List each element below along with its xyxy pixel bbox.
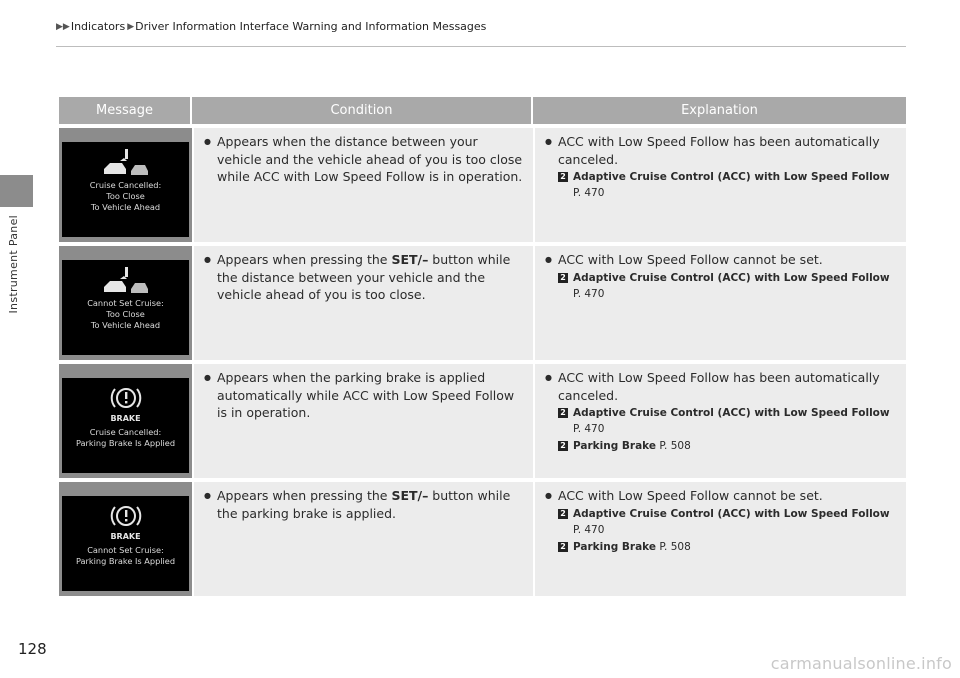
message-display-image	[62, 378, 189, 473]
display-message-text: Cruise Cancelled: Parking Brake Is Applied	[75, 427, 176, 448]
brake-warning-icon	[110, 384, 142, 412]
explanation-text: ACC with Low Speed Follow cannot be set.	[558, 488, 823, 503]
reference-arrow-icon: 2	[558, 273, 568, 283]
reference-page: P. 470	[573, 187, 605, 199]
button-name: SET/–	[391, 488, 429, 503]
reference-arrow-icon: 2	[558, 408, 568, 418]
message-display-image	[62, 142, 189, 237]
bullet-icon: ●	[545, 491, 552, 500]
brake-label: BRAKE	[110, 414, 141, 423]
explanation-bullet	[545, 133, 898, 168]
table-row	[59, 128, 906, 242]
brake-label: BRAKE	[110, 532, 141, 541]
reference-title: Adaptive Cruise Control (ACC) with Low Speed Follow	[573, 171, 890, 183]
reference-text	[573, 438, 691, 454]
reference-title: Adaptive Cruise Control (ACC) with Low Speed Follow	[573, 407, 890, 419]
explanation-text: ACC with Low Speed Follow has been automatically canceled.	[558, 370, 880, 403]
message-display-image	[62, 496, 189, 591]
condition-bullet	[204, 251, 525, 304]
messages-table	[59, 97, 906, 596]
explanation-text: ACC with Low Speed Follow cannot be set.	[558, 252, 823, 267]
header-explanation: Explanation	[681, 103, 758, 118]
reference-title: Adaptive Cruise Control (ACC) with Low Speed Follow	[573, 507, 890, 520]
breadcrumb	[56, 20, 486, 33]
condition-bullet	[204, 369, 525, 422]
condition-text-part: Appears when pressing the	[217, 252, 392, 267]
bullet-icon: ●	[545, 255, 552, 264]
reference-arrow-icon: 2	[558, 441, 568, 451]
condition-cell	[194, 364, 533, 478]
condition-cell	[194, 482, 533, 596]
message-display-image	[62, 260, 189, 355]
reference-page: P. 508	[659, 540, 691, 553]
condition-cell	[194, 128, 533, 242]
message-cell	[59, 364, 192, 478]
condition-text-part: Appears when the distance between your vehicle and the vehicle ahead of you is too close while ACC with Low Speed Follow is in operation.	[217, 134, 523, 184]
chevron-right-icon: ▶	[127, 21, 135, 32]
table-header	[59, 97, 906, 124]
bullet-icon: ●	[204, 373, 211, 382]
condition-text	[217, 487, 525, 522]
explanation-bullet	[545, 251, 898, 269]
message-cell	[59, 128, 192, 242]
condition-text	[217, 251, 525, 304]
explanation-cell	[535, 364, 906, 478]
reference-title: Parking Brake	[573, 440, 656, 452]
reference-title: Parking Brake	[573, 540, 656, 553]
brake-warning-icon	[110, 502, 142, 530]
condition-bullet	[204, 487, 525, 522]
distance-warning-icon	[98, 266, 154, 296]
reference-page: P. 470	[573, 423, 605, 435]
display-message-text: Cannot Set Cruise: Parking Brake Is Applied	[75, 545, 176, 566]
condition-text	[217, 369, 525, 422]
reference-text	[573, 169, 898, 201]
table-body	[59, 128, 906, 596]
condition-cell	[194, 246, 533, 360]
cross-reference-link[interactable]	[558, 169, 898, 201]
breadcrumb-item-messages[interactable]: Driver Information Interface Warning and Information Messages	[135, 20, 487, 33]
side-section-label: Instrument Panel	[7, 215, 20, 314]
message-cell	[59, 246, 192, 360]
bullet-icon: ●	[204, 255, 211, 264]
page-number: 128	[18, 640, 47, 658]
breadcrumb-item-indicators[interactable]: Indicators	[70, 20, 126, 33]
reference-page: P. 470	[573, 523, 605, 536]
cross-reference-link[interactable]	[558, 539, 898, 555]
reference-title: Adaptive Cruise Control (ACC) with Low Speed Follow	[573, 271, 890, 284]
display-message-text: Cruise Cancelled: Too Close To Vehicle Ahead	[89, 180, 162, 212]
cross-reference-link[interactable]	[558, 506, 898, 538]
cross-reference-link[interactable]	[558, 270, 898, 302]
bullet-icon: ●	[204, 491, 211, 500]
button-name: SET/–	[391, 252, 429, 267]
bullet-icon: ●	[204, 137, 211, 146]
message-cell	[59, 482, 192, 596]
reference-page: P. 470	[573, 287, 605, 300]
explanation-text: ACC with Low Speed Follow has been automatically canceled.	[558, 134, 880, 167]
display-message-text: Cannot Set Cruise: Too Close To Vehicle Ahead	[87, 298, 164, 330]
cross-reference-link[interactable]	[558, 438, 898, 454]
reference-arrow-icon: 2	[558, 172, 568, 182]
explanation-cell	[535, 128, 906, 242]
explanation-cell	[535, 482, 906, 596]
explanation-bullet	[545, 369, 898, 404]
watermark: carmanualsonline.info	[770, 654, 952, 673]
bullet-icon: ●	[545, 373, 552, 382]
reference-text	[573, 539, 691, 555]
table-row	[59, 364, 906, 478]
side-tab-marker	[0, 175, 33, 207]
explanation-bullet	[545, 487, 898, 505]
bullet-icon: ●	[545, 137, 552, 146]
cross-reference-link[interactable]	[558, 405, 898, 437]
reference-text	[573, 270, 898, 302]
reference-arrow-icon: 2	[558, 542, 568, 552]
condition-text-part: button while the distance between your vehicle and the vehicle ahead of you is too close.	[217, 252, 511, 302]
condition-text-part: Appears when the parking brake is applied automatically while ACC with Low Speed Follow is in operation.	[217, 370, 515, 420]
reference-page: P. 508	[659, 440, 691, 452]
table-row	[59, 246, 906, 360]
reference-arrow-icon: 2	[558, 509, 568, 519]
header-divider	[56, 46, 906, 47]
table-row	[59, 482, 906, 596]
chevron-right-icon: ▶▶	[56, 21, 70, 32]
reference-text	[573, 405, 898, 437]
reference-text	[573, 506, 898, 538]
condition-text	[217, 133, 525, 186]
explanation-cell	[535, 246, 906, 360]
condition-text-part: Appears when pressing the	[217, 488, 392, 503]
condition-bullet	[204, 133, 525, 186]
condition-text-part: button while the parking brake is applied.	[217, 488, 511, 521]
header-condition: Condition	[192, 97, 533, 124]
header-message: Message	[59, 97, 192, 124]
distance-warning-icon	[98, 148, 154, 178]
